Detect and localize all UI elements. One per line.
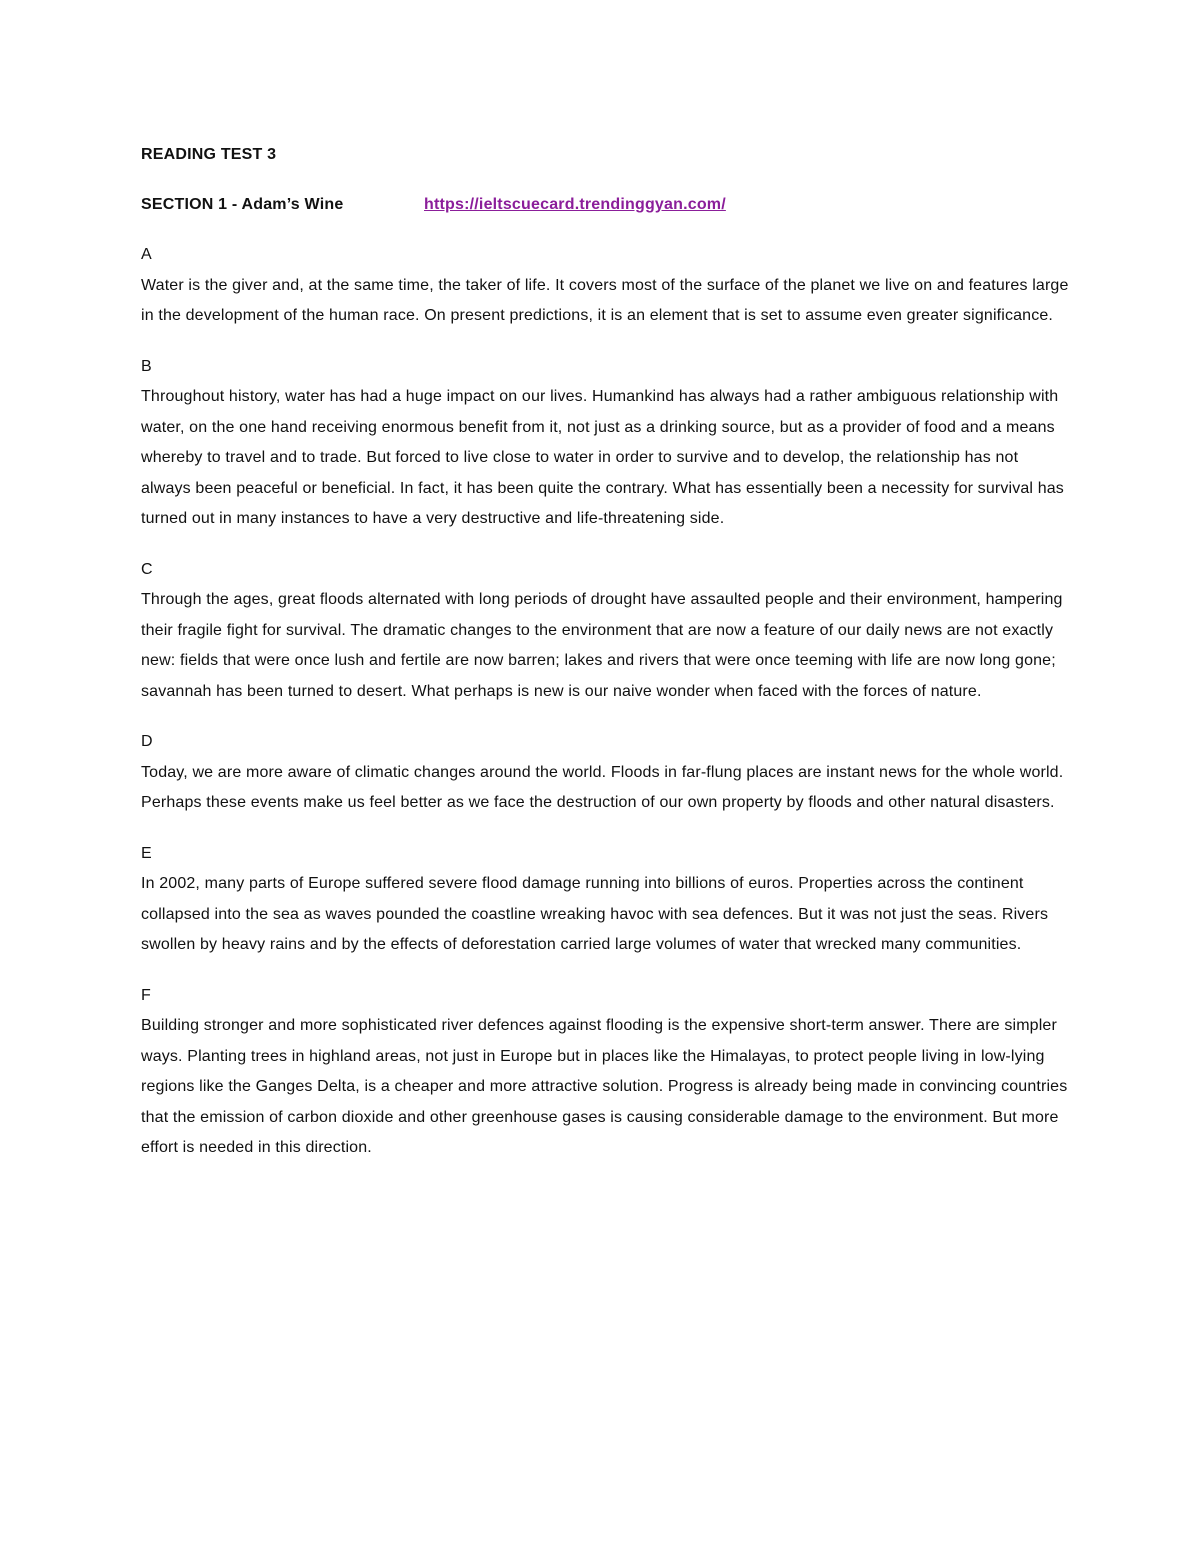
paragraph-c bbox=[141, 555, 1071, 708]
document-page bbox=[141, 140, 1071, 1184]
paragraph-text: Today, we are more aware of climatic changes around the world. Floods in far-flung places are instant news for the whole world. Perhaps these events make us feel better as we face the destruction of our own property by floods and other natural disasters. bbox=[141, 763, 1064, 811]
paragraph-letter: F bbox=[141, 986, 151, 1004]
document-title: READING TEST 3 bbox=[141, 146, 277, 163]
section-link[interactable]: https://ieltscuecard.trendinggyan.com/ bbox=[424, 196, 726, 213]
paragraph-letter: D bbox=[141, 733, 153, 750]
paragraph-e bbox=[141, 839, 1071, 961]
paragraph-letter: C bbox=[141, 560, 153, 578]
paragraph-b bbox=[141, 352, 1071, 535]
paragraph-text: In 2002, many parts of Europe suffered severe flood damage running into billions of euros. Properties across the continent collapsed into the sea as waves pounded the coastline wreaking havoc with sea defences. But it was not just the seas. Rivers swollen by heavy rains and by the effects of deforestation carried large volumes of water that wrecked many communities. bbox=[141, 875, 1049, 953]
paragraph-d bbox=[141, 727, 1071, 819]
section-title: SECTION 1 - Adam’s Wine bbox=[141, 196, 344, 213]
paragraph-letter: A bbox=[141, 246, 152, 263]
paragraph-a bbox=[141, 240, 1071, 332]
paragraph-letter: E bbox=[141, 844, 152, 862]
paragraph-text: Building stronger and more sophisticated river defences against flooding is the expensive short-term answer. There are simpler ways. Planting trees in highland areas, not just in Europe but in places like the Himalayas, to protect people living in low-lying regions like the Ganges Delta, is a cheaper and more attractive solution. Progress is already being made in convincing countries that the emission of carbon dioxide and other greenhouse gases is causing considerable damage to the environment. But more effort is needed in this direction. bbox=[141, 1017, 1068, 1156]
paragraph-text: Throughout history, water has had a huge impact on our lives. Humankind has always had a rather ambiguous relationship with water, on the one hand receiving enormous benefit from it, not just as a drinking source, but as a provider of food and a means whereby to travel and to trade. But forced to live close to water in order to survive and to develop, the relationship has not always been peaceful or beneficial. In fact, it has been quite the contrary. What has essentially been a necessity for survival has turned out in many instances to have a very destructive and life-threatening side. bbox=[141, 388, 1064, 527]
paragraph-text: Water is the giver and, at the same time, the taker of life. It covers most of the surface of the planet we live on and features large in the development of the human race. On present predictions, it is an element that is set to assume even greater significance. bbox=[141, 276, 1069, 324]
paragraph-letter: B bbox=[141, 357, 152, 375]
paragraph-text: Through the ages, great floods alternated with long periods of drought have assaulted people and their environment, hampering their fragile fight for survival. The dramatic changes to the environment that are now a feature of our daily news are not exactly new: fields that were once lush and fertile are now barren; lakes and rivers that were once teeming with life are now long gone; savannah has been turned to desert. What perhaps is new is our naive wonder when faced with the forces of nature. bbox=[141, 591, 1063, 700]
section-header bbox=[141, 190, 1071, 220]
paragraph-f bbox=[141, 981, 1071, 1164]
